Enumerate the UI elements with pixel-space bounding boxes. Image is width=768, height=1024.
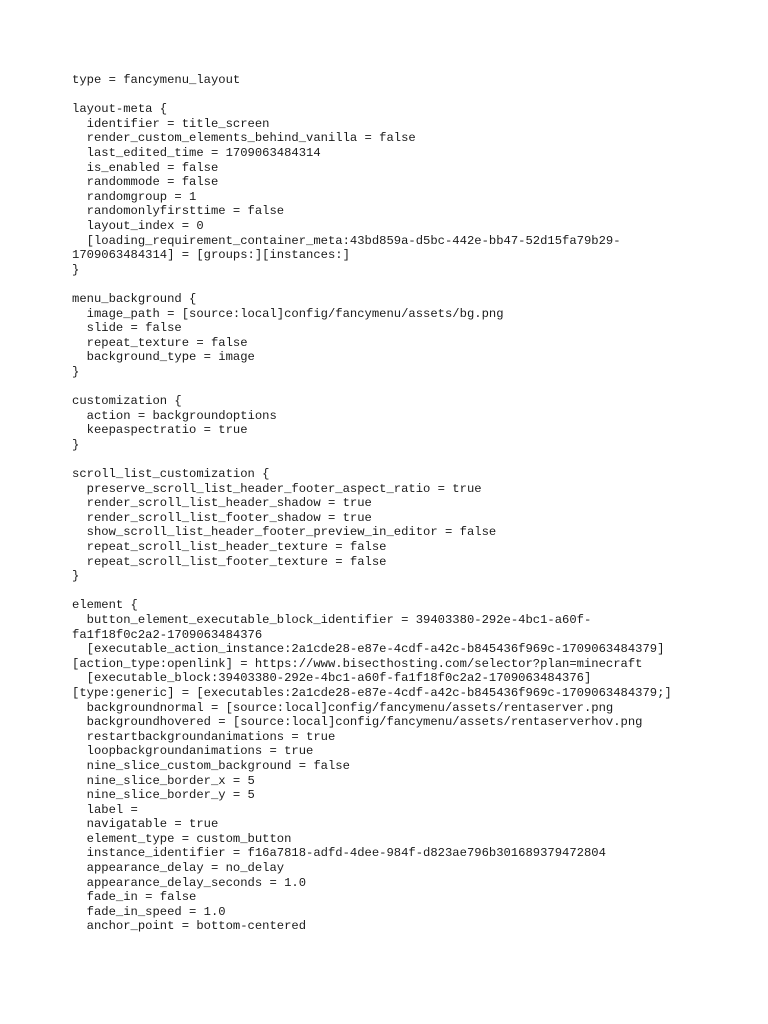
text-line: restartbackgroundanimations = true (72, 729, 336, 744)
text-line: fa1f18f0c2a2-1709063484376 (72, 627, 263, 642)
text-line: } (72, 364, 80, 379)
document-page (72, 73, 762, 934)
text-line: show_scroll_list_header_footer_preview_in_editor = false (72, 525, 497, 540)
text-line: nine_slice_border_y = 5 (72, 788, 255, 803)
text-line: appearance_delay = no_delay (72, 861, 285, 876)
text-line: instance_identifier = f16a7818-adfd-4dee-984f-d823ae796b301689379472804 (72, 846, 606, 861)
text-line: repeat_texture = false (72, 335, 248, 350)
blank-line (72, 277, 762, 292)
text-line: anchor_point = bottom-centered (72, 919, 307, 934)
text-line: layout-meta { (72, 102, 168, 117)
text-line: element { (72, 598, 138, 613)
text-line: randomonlyfirsttime = false (72, 204, 285, 219)
text-line: appearance_delay_seconds = 1.0 (72, 875, 307, 890)
text-line: slide = false (72, 321, 182, 336)
text-line: [executable_block:39403380-292e-4bc1-a60f-fa1f18f0c2a2-1709063484376] (72, 671, 592, 686)
text-line: layout_index = 0 (72, 218, 204, 233)
text-line: } (72, 437, 80, 452)
text-line: } (72, 262, 80, 277)
text-line: action = backgroundoptions (72, 408, 277, 423)
text-line: backgroundhovered = [source:local]config/fancymenu/assets/rentaserverhov.png (72, 715, 643, 730)
text-line: render_scroll_list_header_shadow = true (72, 496, 372, 511)
text-line: background_type = image (72, 350, 255, 365)
text-line: repeat_scroll_list_footer_texture = false (72, 554, 387, 569)
text-line: label = (72, 802, 146, 817)
text-line: [loading_requirement_container_meta:43bd859a-d5bc-442e-bb47-52d15fa79b29- (72, 233, 621, 248)
text-line: loopbackgroundanimations = true (72, 744, 314, 759)
blank-line (72, 379, 762, 394)
text-line: keepaspectratio = true (72, 423, 248, 438)
text-line: is_enabled = false (72, 160, 219, 175)
text-line: last_edited_time = 1709063484314 (72, 145, 321, 160)
text-line: [executable_action_instance:2a1cde28-e87e-4cdf-a42c-b845436f969c-1709063484379] (72, 642, 665, 657)
text-line: fade_in_speed = 1.0 (72, 904, 226, 919)
text-line: nine_slice_border_x = 5 (72, 773, 255, 788)
text-line: scroll_list_customization { (72, 467, 270, 482)
text-line: backgroundnormal = [source:local]config/fancymenu/assets/rentaserver.png (72, 700, 614, 715)
text-line: randommode = false (72, 175, 219, 190)
text-line: 1709063484314] = [groups:][instances:] (72, 248, 350, 263)
text-line: } (72, 569, 80, 584)
text-line: menu_background { (72, 291, 197, 306)
text-line: repeat_scroll_list_header_texture = false (72, 540, 387, 554)
text-line: identifier = title_screen (72, 116, 270, 131)
text-line: nine_slice_custom_background = false (72, 758, 350, 773)
text-line: render_scroll_list_footer_shadow = true (72, 510, 372, 525)
blank-line (72, 88, 762, 103)
text-line: fade_in = false (72, 890, 197, 905)
text-line: render_custom_elements_behind_vanilla = false (72, 131, 416, 146)
blank-line (72, 584, 762, 599)
text-line: randomgroup = 1 (72, 189, 197, 204)
text-line: [action_type:openlink] = https://www.bisecthosting.com/selector?plan=minecraft (72, 656, 643, 671)
text-line: type = fancymenu_layout (72, 73, 241, 87)
blank-line (72, 452, 762, 467)
text-line: preserve_scroll_list_header_footer_aspect_ratio = true (72, 481, 482, 496)
text-line: [type:generic] = [executables:2a1cde28-e87e-4cdf-a42c-b845436f969c-1709063484379;] (72, 685, 672, 700)
text-line: customization { (72, 394, 182, 409)
text-line: element_type = custom_button (72, 831, 292, 846)
text-line: navigatable = true (72, 817, 219, 832)
text-line: image_path = [source:local]config/fancymenu/assets/bg.png (72, 306, 504, 321)
text-line: button_element_executable_block_identifier = 39403380-292e-4bc1-a60f- (72, 612, 592, 627)
